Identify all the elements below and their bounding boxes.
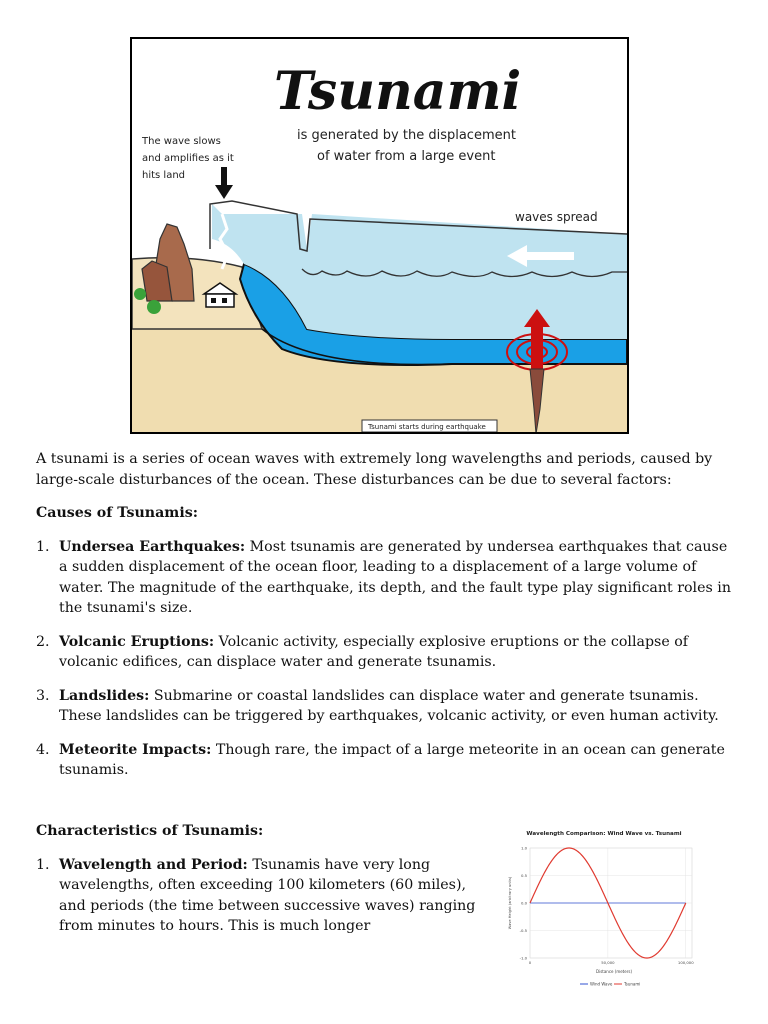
chart-svg	[506, 826, 702, 996]
list-text: Submarine or coastal landslides can displace water and generate tsunamis. These landslides can be triggered by earthquakes, volcanic activity, or even human activity.	[59, 687, 719, 724]
list-number: 2.	[36, 633, 50, 650]
list-term: Undersea Earthquakes:	[59, 538, 246, 555]
chart-y-tick-label: 0.5	[520, 872, 527, 878]
waves-spread-label: waves spread	[515, 210, 598, 224]
list-term: Volcanic Eruptions:	[59, 633, 215, 650]
chart-y-tick-label: 0.0	[520, 900, 527, 906]
tree-icon	[147, 300, 161, 314]
diagram-subtitle-line2: of water from a large event	[317, 149, 496, 164]
chart-legend-label: Tsunami	[624, 981, 641, 987]
tsunami-diagram	[130, 37, 629, 434]
slow-note-line2: and amplifies as it	[142, 153, 234, 164]
down-arrow-icon	[215, 167, 233, 199]
characteristics-section	[36, 821, 476, 950]
characteristics-list	[36, 855, 476, 937]
list-term: Wavelength and Period:	[59, 856, 248, 873]
chart-x-tick-label: 100,000	[677, 960, 694, 965]
list-number: 3.	[36, 687, 50, 704]
diagram-subtitle-line1: is generated by the displacement	[297, 128, 516, 143]
intro-paragraph: A tsunami is a series of ocean waves with extremely long wavelengths and periods, caused by large-scale disturbances of the ocean. These disturbances can be due to several factors:	[36, 451, 713, 488]
list-item	[36, 686, 736, 727]
chart-x-tick-label: 0	[528, 960, 532, 965]
tsunami-illustration	[132, 39, 627, 432]
chart-x-tick-label: 50,000	[601, 960, 615, 965]
diagram-title: Tsunami	[274, 61, 522, 122]
list-text: Tsunamis have very long wavelengths, often exceeding 100 kilometers (60 miles), and periods (the time between successive waves) ranging from minutes to hours. This is much longer	[59, 856, 476, 934]
chart-title: Wavelength Comparison: Wind Wave vs. Tsunami	[526, 831, 682, 837]
slow-note-line3: hits land	[142, 170, 186, 181]
causes-heading: Causes of Tsunamis:	[36, 505, 198, 521]
causes-list	[36, 537, 736, 781]
chart-y-tick-label: -1.0	[519, 955, 527, 961]
chart-legend-label: Wind Wave	[590, 981, 613, 987]
rock-small	[142, 261, 172, 301]
main-content	[36, 449, 736, 794]
list-number: 1.	[36, 856, 50, 873]
list-number: 1.	[36, 538, 50, 555]
chart-legend	[580, 982, 640, 987]
list-item	[36, 740, 736, 781]
bottom-caption: Tsunami starts during earthquake	[368, 423, 486, 431]
list-text: Though rare, the impact of a large meteorite in an ocean can generate tsunamis.	[59, 741, 725, 778]
list-text: Most tsunamis are generated by undersea earthquakes that cause a sudden displacement of the ocean floor, leading to a displacement of a large volume of water. The magnitude of the earthquake, its depth, and the fault type play significant roles in the tsunami's size.	[59, 538, 731, 616]
chart-xlabel: Distance (meters)	[596, 969, 632, 974]
list-item	[36, 855, 476, 937]
characteristics-heading: Characteristics of Tsunamis:	[36, 823, 264, 839]
list-text: Volcanic activity, especially explosive eruptions or the collapse of volcanic edifices, can displace water and generate tsunamis.	[59, 633, 689, 670]
chart-y-tick-label: -0.5	[519, 927, 527, 933]
wavelength-chart	[506, 826, 702, 996]
list-number: 4.	[36, 741, 50, 758]
list-item	[36, 537, 736, 619]
slow-note-line1: The wave slows	[142, 136, 221, 147]
chart-ylabel: Wave Height (arbitrary units)	[508, 876, 512, 930]
list-term: Landslides:	[59, 687, 150, 704]
chart-y-tick-label: 1.0	[520, 845, 527, 851]
tree-icon	[134, 288, 146, 300]
list-item	[36, 632, 736, 673]
list-term: Meteorite Impacts:	[59, 741, 212, 758]
